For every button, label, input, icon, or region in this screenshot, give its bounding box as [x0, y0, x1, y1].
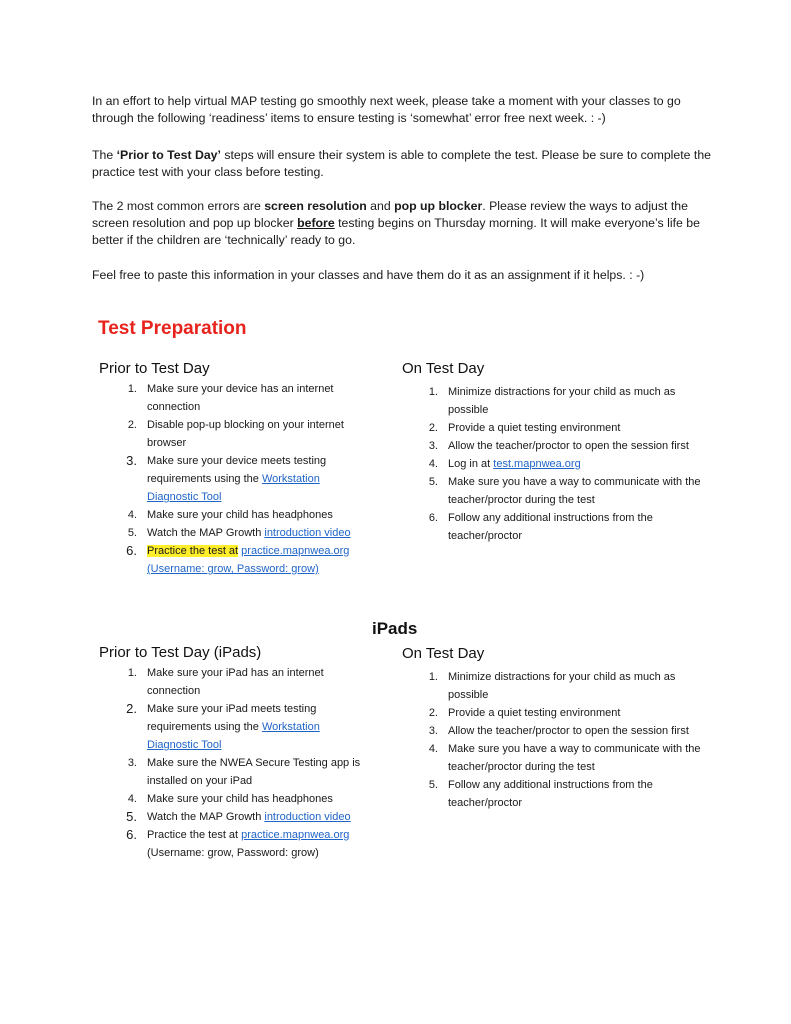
- list-item: 5. Watch the MAP Growth introduction video: [126, 809, 351, 824]
- introduction-video-link[interactable]: introduction video: [264, 527, 351, 539]
- ipads-title: iPads: [372, 619, 418, 638]
- list-item: 6. Practice the test at practice.mapnwea.org (Username: grow, Password: grow): [126, 827, 350, 859]
- list-item: 3. Allow the teacher/proctor to open the session first: [428, 440, 689, 452]
- prior-test-day-ipads-list: [121, 664, 373, 862]
- list-item: 2. Disable pop-up blocking on your internet browser: [127, 419, 344, 449]
- intro-p2-post: steps will ensure their system is able to complete the test. Please be sure to complete the practice test with your class before testing.: [92, 148, 712, 179]
- prior-test-day-ipads-heading: Prior to Test Day (iPads): [99, 644, 262, 661]
- list-item: 3. Allow the teacher/proctor to open the session first: [428, 725, 689, 737]
- prior-test-day-list: [121, 380, 373, 578]
- list-item: 1. Make sure your iPad has an internet connection: [127, 667, 324, 697]
- prior-test-day-heading: Prior to Test Day: [99, 360, 210, 377]
- intro-paragraph-4: Feel free to paste this information in your classes and have them do it as an assignment if it helps. : -): [92, 268, 645, 282]
- intro-p3-underline: before: [297, 216, 335, 230]
- intro-p2-pre: The: [92, 148, 117, 162]
- intro-p3-bold-1: screen resolution: [264, 199, 367, 213]
- intro-p3-post-1: . Please review the ways to adjust the screen resolution and pop up blocker: [92, 199, 688, 230]
- on-test-day-ipads-heading: On Test Day: [402, 645, 485, 662]
- list-item: 2. Provide a quiet testing environment: [428, 422, 621, 434]
- practice-test-link[interactable]: practice.mapnwea.org (Username: grow, Password: grow): [147, 545, 350, 575]
- highlighted-text: Practice the test at: [147, 545, 239, 557]
- intro-p3-post-2: testing begins on Thursday morning. It will make everyone’s life be better if the children are ‘technically’ ready to go.: [92, 216, 700, 247]
- list-item: 4. Make sure you have a way to communicate with the teacher/proctor during the test: [428, 743, 701, 773]
- on-test-day-heading: On Test Day: [402, 360, 485, 377]
- on-test-day-list: [422, 383, 707, 545]
- list-item: 3. Make sure your device meets testing requirements using the Workstation Diagnostic Tool: [126, 453, 327, 503]
- practice-test-link[interactable]: practice.mapnwea.org: [241, 829, 350, 841]
- test-preparation-title: Test Preparation: [98, 318, 247, 339]
- test-login-link[interactable]: test.mapnwea.org: [493, 458, 581, 470]
- intro-p2-bold: ‘Prior to Test Day’: [116, 148, 221, 162]
- list-item: 4. Make sure your child has headphones: [127, 509, 333, 521]
- on-test-day-ipads-list: [422, 668, 707, 812]
- intro-paragraph-1: In an effort to help virtual MAP testing go smoothly next week, please take a moment with your classes to go through the following ‘readiness’ items to ensure testing is ‘somewhat’ error free next week. : -): [92, 94, 681, 125]
- intro-p3-mid: and: [366, 199, 395, 213]
- list-item: 6. Follow any additional instructions from the teacher/proctor: [428, 512, 653, 542]
- intro-p3-bold-2: pop up blocker: [394, 199, 483, 213]
- list-item: 3. Make sure the NWEA Secure Testing app is installed on your iPad: [127, 757, 361, 787]
- list-item: 1. Minimize distractions for your child as much as possible: [428, 671, 676, 701]
- workstation-diagnostic-link[interactable]: Workstation Diagnostic Tool: [147, 721, 320, 751]
- intro-p3-pre: The 2 most common errors are: [92, 199, 265, 213]
- list-item: 1. Minimize distractions for your child as much as possible: [428, 386, 676, 416]
- intro-paragraph-2: [92, 147, 712, 181]
- workstation-diagnostic-link[interactable]: Workstation Diagnostic Tool: [147, 473, 320, 503]
- introduction-video-link[interactable]: introduction video: [264, 811, 351, 823]
- list-item: 6. Practice the test at practice.mapnwea.org (Username: grow, Password: grow): [126, 543, 350, 575]
- list-item: 4. Make sure your child has headphones: [127, 793, 333, 805]
- list-item: 2. Provide a quiet testing environment: [428, 707, 621, 719]
- list-item: 5. Make sure you have a way to communicate with the teacher/proctor during the test: [428, 476, 701, 506]
- list-item: 5. Follow any additional instructions from the teacher/proctor: [428, 779, 653, 809]
- list-item: 1. Make sure your device has an internet connection: [127, 383, 334, 413]
- intro-paragraph-3: [92, 198, 712, 249]
- list-item: 5. Watch the MAP Growth introduction video: [127, 527, 351, 539]
- list-item: 4. Log in at test.mapnwea.org: [428, 458, 581, 470]
- list-item: 2. Make sure your iPad meets testing requirements using the Workstation Diagnostic Tool: [126, 701, 320, 751]
